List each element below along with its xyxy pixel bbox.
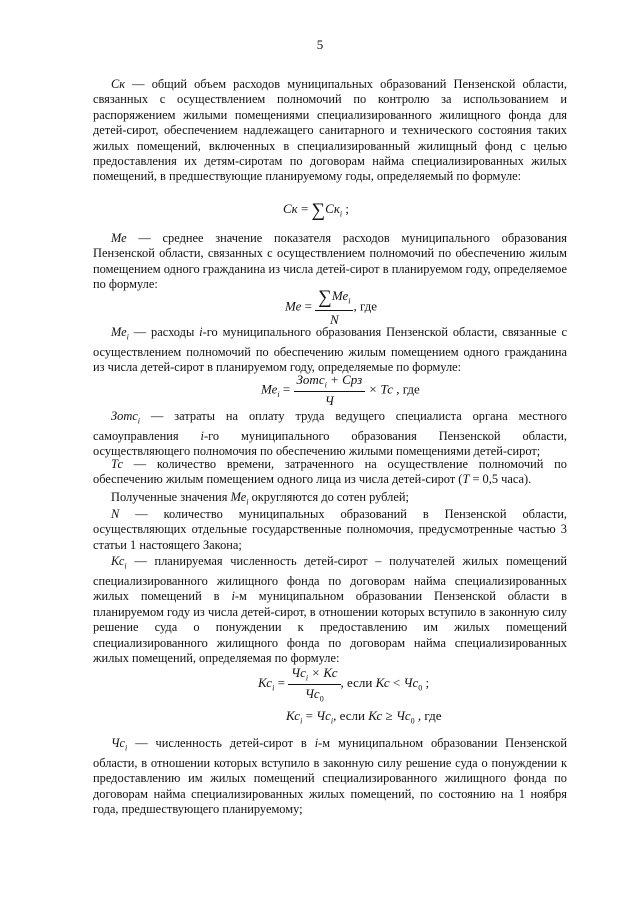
fraction bbox=[294, 372, 366, 409]
formula-tail: , если bbox=[333, 708, 369, 723]
sum-symbol: ∑ bbox=[318, 287, 332, 308]
index-letter: i bbox=[314, 736, 319, 750]
formula-subscript: 0 bbox=[319, 694, 324, 704]
fraction-numerator bbox=[315, 287, 353, 311]
paragraph-n-definition bbox=[93, 507, 567, 553]
formula-var: Зотс bbox=[296, 372, 325, 387]
formula-op: = bbox=[274, 675, 289, 691]
symbol-subscript: i bbox=[125, 743, 128, 753]
symbol-n: N bbox=[111, 507, 120, 521]
paragraph-text: — затраты на оплату труда ведущего специалиста органа местного самоуправления bbox=[93, 409, 567, 443]
fraction bbox=[315, 287, 353, 328]
formula-op: ≥ bbox=[382, 708, 396, 723]
paragraph-chsi-definition bbox=[93, 736, 567, 818]
fraction-denominator bbox=[294, 392, 366, 409]
formula-subscript: i bbox=[277, 389, 280, 399]
formula-var: Чс bbox=[291, 665, 306, 680]
formula-subscript: i bbox=[300, 716, 303, 726]
symbol-tc: Тс bbox=[111, 457, 123, 471]
formula-subscript: i bbox=[330, 716, 334, 726]
formula-op: = bbox=[279, 381, 294, 397]
symbol-mei: Ме bbox=[111, 325, 127, 339]
formula-tail: ; bbox=[422, 675, 430, 691]
symbol-ck: Ск bbox=[111, 77, 126, 91]
formula-var: Чс bbox=[316, 708, 331, 723]
sum-symbol: ∑ bbox=[311, 200, 326, 221]
paragraph-ck-definition bbox=[93, 77, 567, 185]
formula-var: Ме bbox=[261, 381, 278, 397]
paragraph-text: — количество времени, затраченного на осуществление полномочий по обеспечению жилым помещением одного лица из числа детей-сирот ( bbox=[93, 457, 567, 487]
paragraph-text: -го муниципального образования Пензенской области, связанные с осуществлением полномочий по обеспечению жилым помещением одного гражданина из числа детей-сирот в планируемом году, определяемые по формуле: bbox=[93, 325, 567, 375]
paragraph-text: — расходы bbox=[128, 325, 200, 339]
formula-var: × Тс bbox=[365, 381, 393, 397]
formula-var: Кс bbox=[258, 675, 273, 691]
formula-var: Ск bbox=[283, 201, 298, 216]
formula-var: Ме bbox=[331, 288, 349, 303]
formula-var: Ск bbox=[325, 201, 340, 216]
formula-subscript: i bbox=[272, 683, 275, 693]
fraction-numerator bbox=[288, 665, 340, 685]
formula-var: Кс bbox=[286, 708, 301, 723]
fraction-denominator bbox=[288, 685, 340, 704]
formula-var: Чс bbox=[304, 685, 320, 701]
formula-var: Ч bbox=[324, 392, 334, 408]
paragraph-zotsi-definition bbox=[93, 409, 567, 460]
paragraph-text: Полученные значения bbox=[111, 490, 231, 504]
formula-var: Чс bbox=[395, 708, 411, 723]
formula-subscript: i bbox=[339, 209, 343, 219]
formula-tail: , где bbox=[353, 298, 378, 314]
symbol-subscript: i bbox=[246, 497, 249, 507]
formula-var: N bbox=[330, 312, 339, 327]
paragraph-text: округляются до сотен рублей; bbox=[248, 490, 409, 504]
symbol-mei: Ме bbox=[230, 490, 247, 504]
fraction bbox=[288, 665, 340, 703]
symbol-subscript: i bbox=[137, 416, 141, 426]
formula-op: = bbox=[302, 708, 317, 723]
index-letter: i bbox=[231, 589, 235, 604]
formula-subscript: i bbox=[305, 673, 309, 683]
paragraph-text: — количество муниципальных образований в Пензенской области, осуществляющих отдельные государственные полномочия, предусмотренные частью 3 статьи 1 настоящего Закона; bbox=[93, 507, 567, 552]
page-number: 5 bbox=[316, 37, 324, 52]
paragraph-text: — численность детей-сирот в bbox=[127, 736, 315, 750]
formula-subscript: i bbox=[324, 380, 327, 390]
formula-op: < bbox=[389, 675, 404, 691]
symbol-me: Ме bbox=[111, 231, 127, 245]
paragraph-tc-definition bbox=[93, 457, 567, 488]
symbol-subscript: i bbox=[126, 332, 129, 342]
paragraph-text: -м муниципальном образовании Пензенской области, в отношении которых вступило в законную силу решение суда о понуждении к предоставлению им жилых помещений специализированного жилищного фонда по договорам найма специализированных жилых помещений, по состоянию на 1 ноября года, предшествующего планируемому; bbox=[93, 736, 568, 817]
paragraph-text: — среднее значение показателя расходов муниципального образования Пензенской области, связанных с осуществлением полномочий по обеспечению жилым помещением одного гражданина из числа детей-сирот в планируемом году, определяемое по формуле: bbox=[93, 231, 567, 292]
formula-kci-case2 bbox=[286, 708, 442, 726]
formula-var: Кс bbox=[375, 675, 390, 691]
formula-subscript: 0 bbox=[410, 716, 415, 726]
paragraph-text: -м муниципальном образовании Пензенской области в планируемом году из числа детей-сирот, в отношении которых вступило в законную силу решение суда о понуждении к предоставлению им жилых помещений специализированного жилищного фонда по договорам найма специализированных жилых помещений, определяемая по формуле: bbox=[93, 589, 567, 665]
paragraph-mei-definition bbox=[93, 325, 567, 376]
formula-var: Кс bbox=[368, 708, 383, 723]
formula-mei bbox=[261, 372, 420, 409]
formula-ck bbox=[283, 200, 349, 222]
formula-subscript: i bbox=[348, 296, 351, 306]
formula-tail: , если bbox=[340, 675, 376, 691]
paragraph-me-definition bbox=[93, 231, 567, 293]
paragraph-text: — планируемая численность детей-сирот – получателей жилых помещений специализированного жилищного фонда по договорам найма специализированных жилых помещений в bbox=[93, 554, 567, 604]
formula-subscript: 0 bbox=[418, 683, 423, 693]
formula-kci-case1 bbox=[258, 665, 429, 703]
formula-var: + Срз bbox=[326, 372, 363, 387]
paragraph-text: = 0,5 часа). bbox=[469, 472, 532, 487]
fraction-numerator bbox=[294, 372, 366, 392]
formula-tail: , где bbox=[393, 381, 420, 397]
paragraph-kci-definition bbox=[93, 554, 567, 666]
paragraph-text: — общий объем расходов муниципальных образований Пензенской области, связанных с осуществлением полномочий по контролю за использованием и распоряжением жилыми помещениями специализированного жилищного фонда для детей-сирот, обеспечением надлежащего санитарного и технического состояния таких жилых помещений, включенных в специализированный жилищный фонд с целью предоставления их детям-сиротам по договорам найма специализированных жилых помещений, в предшествующие планируемому годы, определяемый по формуле: bbox=[93, 77, 567, 184]
formula-op: = bbox=[301, 298, 316, 314]
formula-tail: , где bbox=[414, 708, 442, 723]
paragraph-text: -го муниципального образования Пензенской области, осуществляющего полномочия по обеспечению жилыми помещениями детей-сирот; bbox=[93, 428, 568, 459]
formula-me bbox=[285, 287, 377, 328]
formula-var: Чс bbox=[403, 675, 419, 691]
symbol-zotsi: Зотс bbox=[111, 409, 138, 423]
formula-var: Ме bbox=[285, 298, 302, 314]
formula-op: = bbox=[297, 201, 312, 216]
formula-tail: ; bbox=[342, 201, 350, 216]
index-letter: i bbox=[199, 325, 203, 339]
formula-var: × Кс bbox=[308, 665, 338, 680]
symbol-subscript: i bbox=[124, 561, 127, 571]
symbol-t: T bbox=[462, 472, 470, 487]
symbol-chsi: Чс bbox=[111, 736, 126, 750]
symbol-kci: Кс bbox=[111, 554, 125, 568]
index-letter: i bbox=[200, 428, 204, 443]
